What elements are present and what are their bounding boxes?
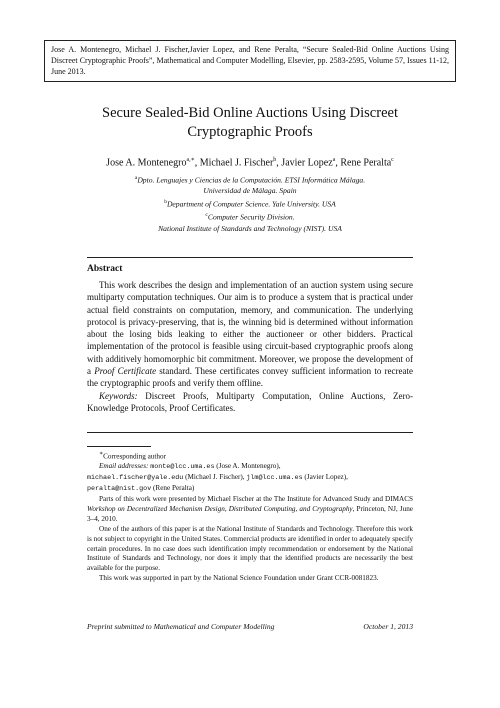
abstract-heading: Abstract bbox=[87, 264, 123, 274]
presentation-text-end: , Princeton, NJ, June 3–4, 2010. bbox=[87, 504, 413, 523]
email-owner: (Javier Lopez), bbox=[302, 473, 348, 482]
email-link[interactable]: jlm@lcc.uma.es bbox=[246, 474, 303, 483]
author-marks: c bbox=[391, 157, 394, 163]
affiliation-c bbox=[60, 210, 440, 223]
abstract-body bbox=[87, 279, 413, 414]
footnote-rule bbox=[87, 446, 151, 447]
abstract-text-end: standard. These certificates convey sufficient information to recreate the cryptographic proofs and verify them offline. bbox=[87, 366, 414, 389]
keywords-list: Discreet Proofs, Multiparty Computation, Online Auctions, Zero-Knowledge Protocols, Proof Certificates. bbox=[87, 390, 413, 413]
footnote-mark: ∗ bbox=[99, 451, 104, 457]
preprint-footer bbox=[87, 622, 413, 631]
nist-footnote: One of the authors of this paper is at the National Institute of Standards and Technology. Therefore this work is not subject to copyright in the United States. Commercial products are identified in order to adequately specify certain procedures. In no case does such identification imply recommendation or endorsement by the National Institute of Standards and Technology, nor does it imply that the identified products are necessarily the best available for the purpose. bbox=[87, 524, 413, 573]
keywords bbox=[87, 390, 413, 415]
presentation-footnote bbox=[87, 495, 413, 525]
email-footnote bbox=[87, 462, 413, 495]
author-marks: a,∗ bbox=[186, 157, 195, 163]
keywords-label: Keywords: bbox=[99, 390, 138, 401]
journal-note: Preprint submitted to Mathematical and Computer Modelling bbox=[87, 622, 275, 631]
affiliations bbox=[60, 173, 440, 235]
author-name: Javier Lopez bbox=[281, 157, 333, 169]
corresponding-footnote bbox=[87, 450, 413, 462]
affiliation-mark: c bbox=[205, 212, 208, 219]
affiliation-text: Dpto. Lenguajes y Ciencias de la Computación. ETSI Informática Málaga. bbox=[137, 175, 366, 185]
author-marks: a bbox=[332, 157, 336, 163]
abstract-emphasis: Proof Certificate bbox=[94, 366, 157, 377]
affiliation-c-cont: National Institute of Standards and Technology (NIST). USA bbox=[158, 223, 342, 233]
affiliation-a bbox=[60, 173, 440, 186]
nsf-footnote: This work was supported in part by the National Science Foundation under Grant CCR-0081823. bbox=[99, 574, 379, 583]
citation-box: Jose A. Montenegro, Michael J. Fischer,Javier Lopez, and Rene Peralta, “Secure Sealed-Bid Online Auctions Using Discreet Cryptographic Proofs”, Mathematical and Computer Modelling, Elsevier, pp. 2583-2595, Volume 57, Issues 11-12, June 2013. bbox=[44, 40, 456, 82]
presentation-text: Parts of this work were presented by Michael Fischer at the The Institute for Advanced Study and DIMACS bbox=[99, 495, 413, 504]
author-separator: , bbox=[276, 157, 282, 169]
email-link[interactable]: peralta@nist.gov bbox=[87, 485, 152, 494]
author-name: Michael J. Fischer bbox=[199, 157, 274, 169]
email-link[interactable]: monte@lcc.uma.es bbox=[150, 463, 215, 472]
preprint-date: October 1, 2013 bbox=[363, 622, 413, 631]
author-list bbox=[40, 154, 460, 169]
abstract-top-rule bbox=[87, 257, 413, 258]
abstract-text: This work describes the design and implementation of an auction system using secure multiparty computation techniques. Our aim is to produce a system that is practical under actual field constraints on computation, memory, and communication. The underlying protocol is privacy-preserving, that is, the winning bid is determined without information about the losing bids leaking to either the auctioneer or other bidders. Practical implementation of the protocol is feasible using circuit-based cryptographic proofs along with additively homomorphic bit commitment. Moreover, we propose the development of a bbox=[87, 280, 413, 377]
affiliation-mark: a bbox=[134, 175, 138, 181]
author-separator: , bbox=[194, 157, 200, 169]
email-owner: (Rene Peralta) bbox=[151, 484, 195, 493]
affiliation-text: Department of Computer Science. Yale University. USA bbox=[166, 199, 336, 209]
corresponding-text: Corresponding author bbox=[103, 452, 166, 461]
workshop-name: Workshop on Decentralized Mechanism Design, Distributed Computing, and Cryptography bbox=[87, 504, 353, 513]
email-owner: (Jose A. Montenegro), bbox=[214, 462, 281, 471]
title-line-2: Cryptographic Proofs bbox=[187, 124, 313, 140]
abstract-bottom-rule bbox=[87, 432, 413, 433]
affiliation-b bbox=[60, 197, 440, 210]
author-name: Rene Peralta bbox=[340, 157, 392, 169]
email-owner: (Michael J. Fischer), bbox=[183, 473, 247, 482]
footnotes bbox=[87, 450, 413, 584]
author-separator: , bbox=[335, 157, 341, 169]
affiliation-a-cont: Universidad de Málaga. Spain bbox=[203, 186, 297, 196]
email-label: Email addresses: bbox=[99, 462, 149, 471]
affiliation-text: Computer Security Division. bbox=[207, 212, 295, 222]
email-link[interactable]: michael.fischer@yale.edu bbox=[87, 474, 184, 483]
paper-title bbox=[60, 104, 440, 142]
title-line-1: Secure Sealed-Bid Online Auctions Using Discreet bbox=[102, 105, 398, 121]
affiliation-mark: b bbox=[164, 199, 167, 206]
author-marks: b bbox=[273, 157, 277, 163]
author-name: Jose A. Montenegro bbox=[106, 157, 187, 169]
abstract-paragraph bbox=[87, 279, 413, 390]
